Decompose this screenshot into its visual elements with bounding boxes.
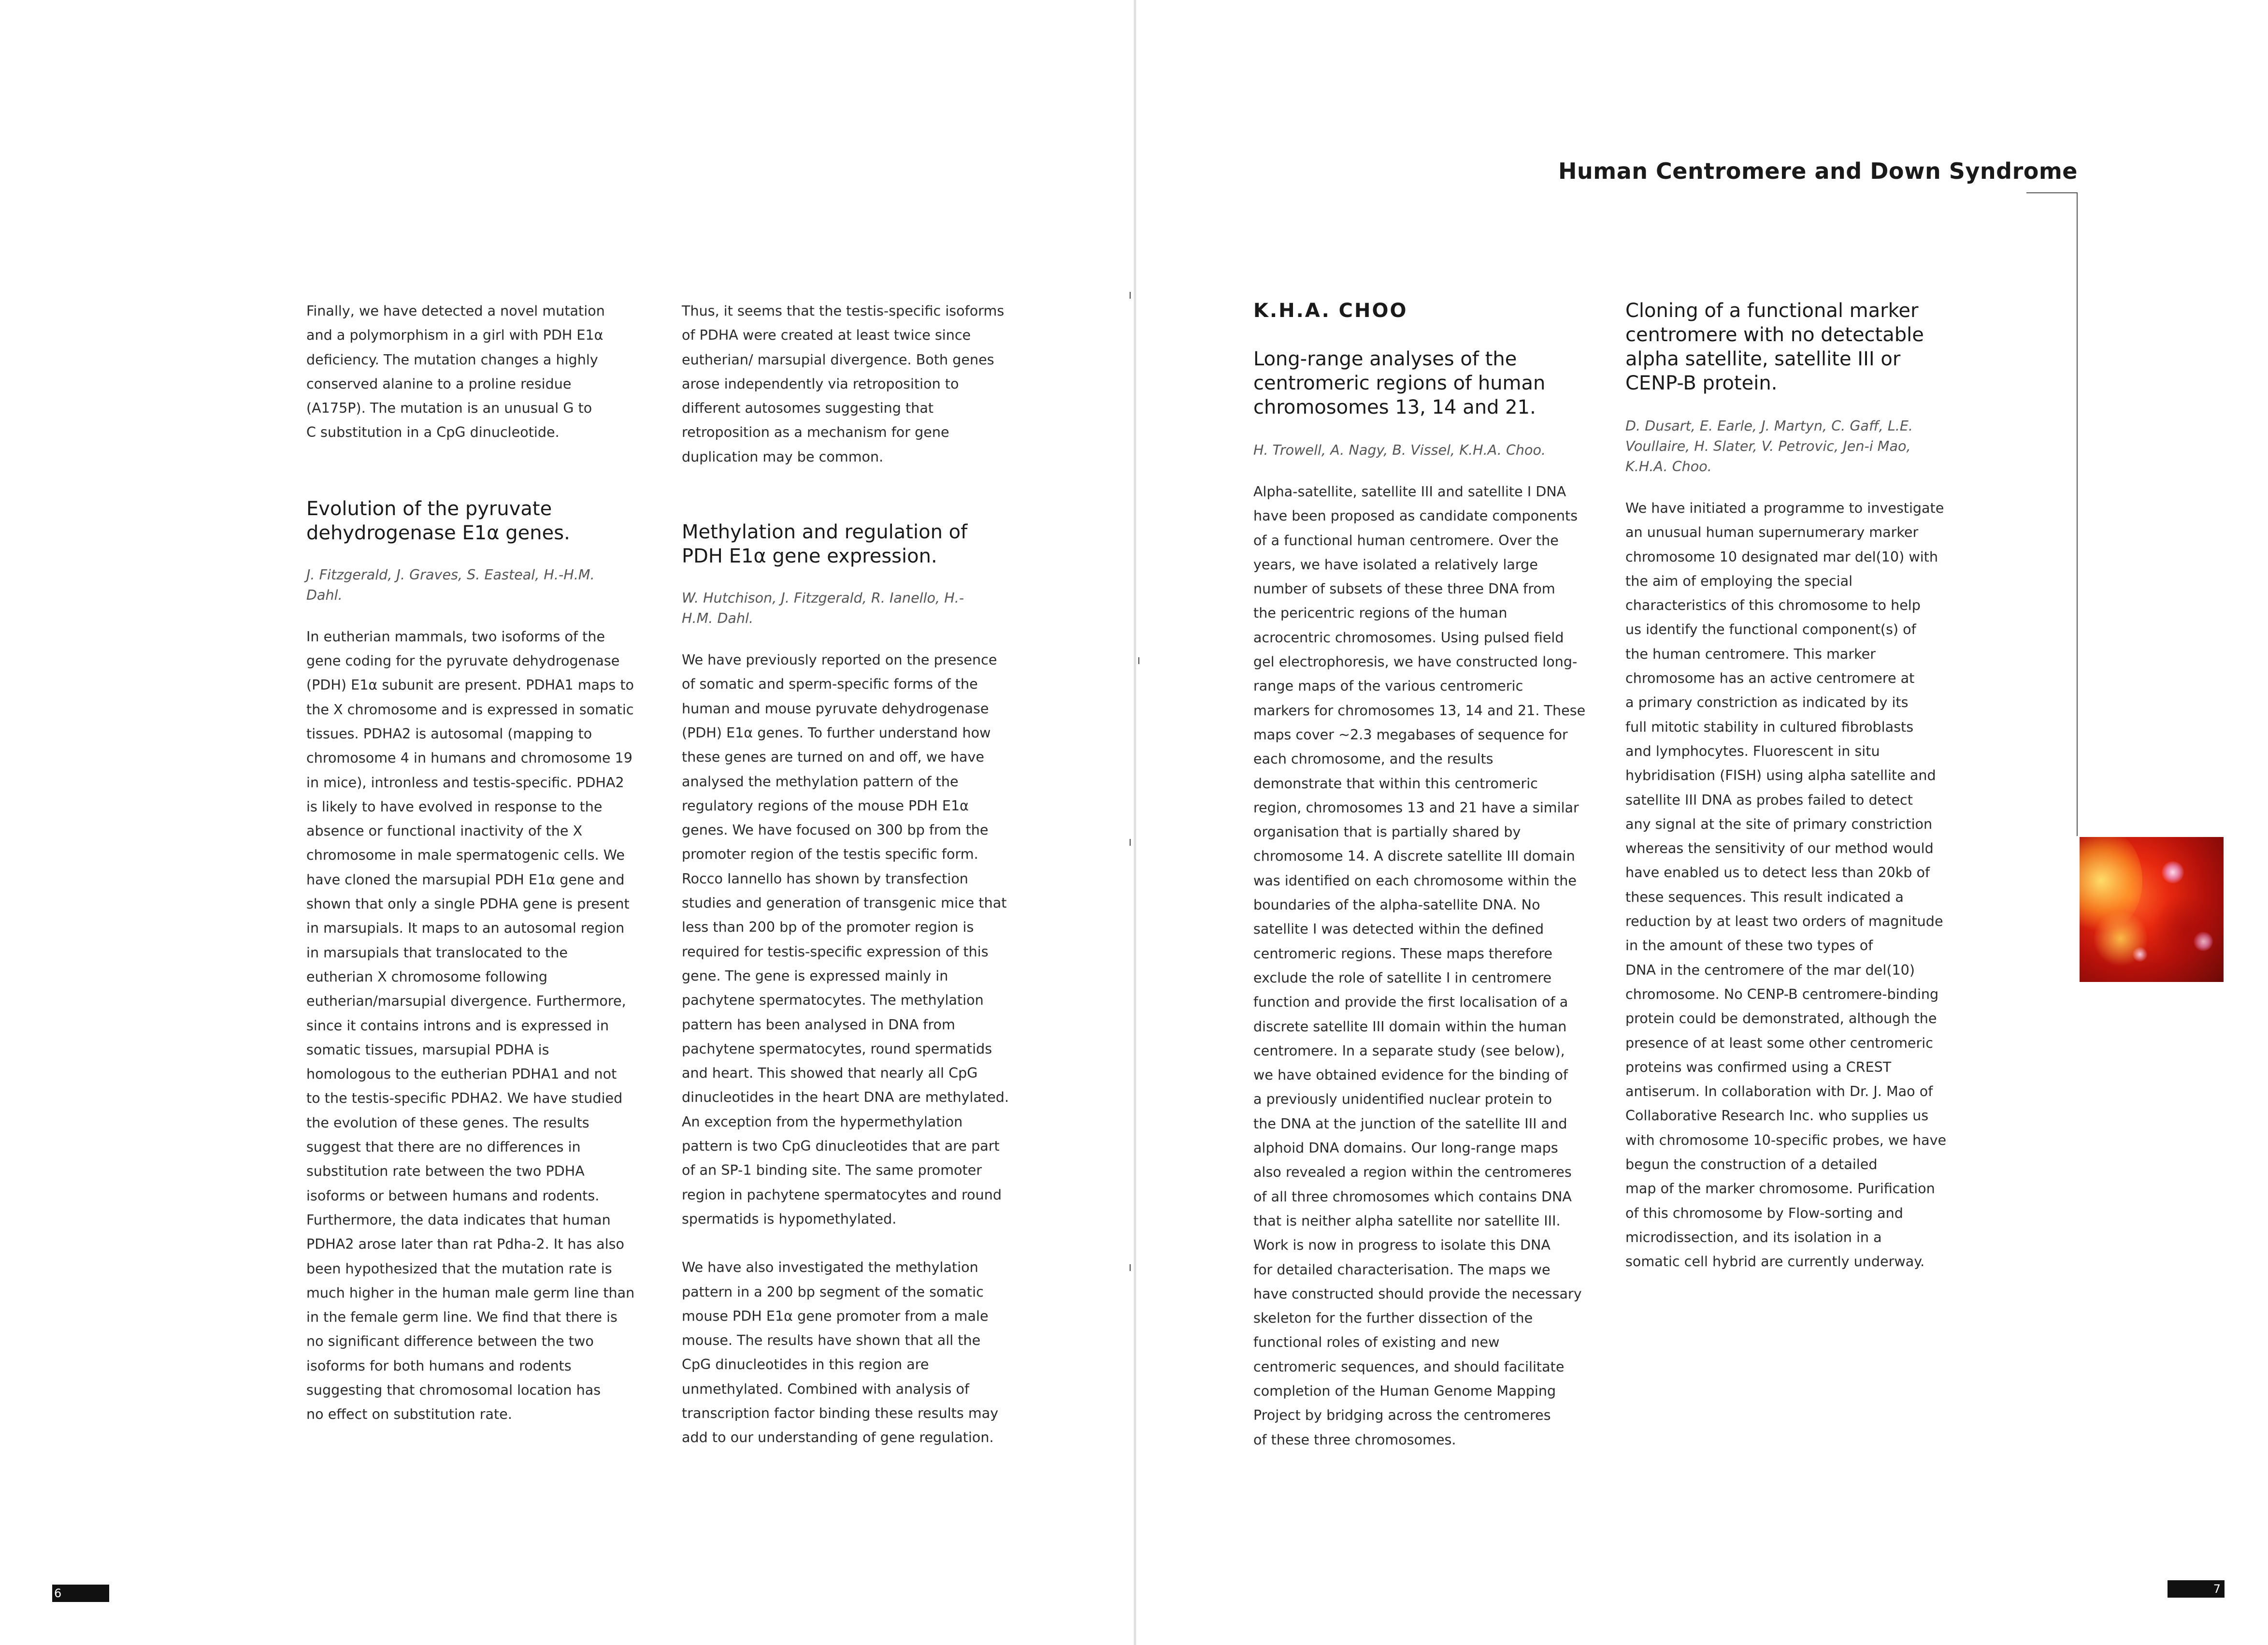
page-number-7: 7 [2168, 1580, 2225, 1598]
col1-article-heading: Evolution of the pyruvate dehydrogenase E1α genes. [306, 497, 570, 544]
fluorescence-micrograph-image [2080, 837, 2224, 982]
title-rule-vertical [2077, 192, 2078, 836]
col3-body-paragraph: Alpha-satellite, satellite III and satellite I DNA have been proposed as candidate components of a functional human centromere. Over the years, we have isolated a relatively large number of subsets of these three DNA from the pericentric regions of the human acrocentric chromosomes. Using pulsed field gel electrophoresis, we have constructed long- range maps of the various centromeric markers for chromosomes 13, 14 and 21. These maps cover ~2.3 megabases of sequence for each chromosome, and the results demonstrate that within this centromeric region, chromosomes 13 and 21 have a similar organisation that is partially shared by chromosome 14. A discrete satellite III domain was identified on each chromosome within the boundaries of the alpha-satellite DNA. No satellite I was detected within the defined centromeric regions. These maps therefore exclude the role of satellite I in centromere function and provide the first localisation of a discrete satellite III domain within the human centromere. In a separate study (see below), we have obtained evidence for the binding of a previously unidentified nuclear protein to the DNA at the junction of the satellite III and alphoid DNA domains. Our long-range maps also revealed a region within the centromeres of all three chromosomes which contains DNA that is neither alpha satellite nor satellite III. Work is now in progress to isolate this DNA for detailed characterisation. The maps we have constructed should provide the necessary skeleton for the further dissection of the functional roles of existing and new centromeric sequences, and should facilitate completion of the Human Genome Mapping Project by bridging across the centromeres of these three chromosomes. [1253, 483, 1586, 1448]
col1-intro-paragraph: Finally, we have detected a novel mutation and a polymorphism in a girl with PDH E1α deficiency. The mutation changes a highly conserved alanine to a proline residue (A175P). The mutation is an unusual G to C substitution in a CpG dinucleotide. [306, 303, 605, 441]
col2-authors: W. Hutchison, J. Fitzgerald, R. Ianello, H.- H.M. Dahl. [682, 590, 964, 627]
section-title: Human Centromere and Down Syndrome [1558, 158, 2078, 184]
group-leader-name: K.H.A. CHOO [1253, 300, 1408, 322]
col1-authors: J. Fitzgerald, J. Graves, S. Easteal, H.-H.M. Dahl. [306, 566, 595, 603]
col3-authors: H. Trowell, A. Nagy, B. Vissel, K.H.A. Choo. [1253, 442, 1546, 458]
col2-body-paragraph-1: We have previously reported on the presence of somatic and sperm-specific forms of the human and mouse pyruvate dehydrogenase (PDH) E1α genes. To further understand how these genes are turned on and off, we have analysed the methylation pattern of the regulatory regions of the mouse PDH E1α genes. We have focused on 300 bp from the promoter region of the testis specific form. Rocco Iannello has shown by transfection studies and generation of transgenic mice that less than 200 bp of the promoter region is required for testis-specific expression of this gene. The gene is expressed mainly in pachytene spermatocytes. The methylation pattern has been analysed in DNA from pachytene spermatocytes, round spermatids and heart. This showed that nearly all CpG dinucleotides in the heart DNA are methylated. An exception from the hypermethylation pattern is two CpG dinucleotides that are part of an SP-1 binding site. The same promoter region in pachytene spermatocytes and round spermatids is hypomethylated. [682, 651, 1009, 1227]
page7-column-2 [1625, 299, 1973, 1274]
col2-body-paragraph-2: We have also investigated the methylation pattern in a 200 bp segment of the somatic mouse PDH E1α gene promoter from a male mouse. The results have shown that all the CpG dinucleotides in this region are unmethylated. Combined with analysis of transcription factor binding these results may add to our understanding of gene regulation. [682, 1259, 999, 1446]
col4-authors: D. Dusart, E. Earle, J. Martyn, C. Gaff, L.E. Voullaire, H. Slater, V. Petrovic, Jen-i Mao, K.H.A. Choo. [1625, 418, 1913, 475]
col1-body-paragraph: In eutherian mammals, two isoforms of the gene coding for the pyruvate dehydrogenase (PDH) E1α subunit are present. PDHA1 maps to the X chromosome and is expressed in somatic tissues. PDHA2 is autosomal (mapping to chromosome 4 in humans and chromosome 19 in mice), intronless and testis-specific. PDHA2 is likely to have evolved in response to the absence or functional inactivity of the X chromosome in male spermatogenic cells. We have cloned the marsupial PDH E1α gene and shown that only a single PDHA gene is present in marsupials. It maps to an autosomal region in marsupials that translocated to the eutherian X chromosome following eutherian/marsupial divergence. Furthermore, since it contains introns and is expressed in somatic tissues, marsupial PDHA is homologous to the eutherian PDHA1 and not to the testis-specific PDHA2. We have studied the evolution of these genes. The results suggest that there are no differences in substitution rate between the two PDHA isoforms or between humans and rodents. Furthermore, the data indicates that human PDHA2 arose later than rat Pdha-2. It has also been hypothesized that the mutation rate is much higher in the human male germ line than in the female germ line. We find that there is no significant difference between the two isoforms for both humans and rodents suggesting that chromosomal location has no effect on substitution rate. [306, 628, 635, 1423]
page6-column-1 [306, 299, 654, 1427]
col2-intro-paragraph: Thus, it seems that the testis-specific isoforms of PDHA were created at least twice since eutherian/ marsupial divergence. Both genes arose independently via retroposition to different autosomes suggesting that retroposition as a mechanism for gene duplication may be common. [682, 303, 1005, 465]
title-rule-horizontal [2026, 192, 2078, 193]
crop-mark [1130, 1264, 1131, 1271]
page-number-6: 6 [52, 1585, 109, 1602]
crop-mark [1130, 292, 1131, 299]
page6-column-2 [682, 299, 1030, 1450]
col4-article-heading: Cloning of a functional marker centromere with no detectable alpha satellite, satellite III or CENP-B protein. [1625, 300, 1924, 394]
crop-mark [1138, 657, 1139, 664]
crop-mark [1130, 839, 1131, 846]
page-gutter [1134, 0, 1136, 1645]
col4-body-paragraph: We have initiated a programme to investigate an unusual human supernumerary marker chromosome 10 designated mar del(10) with the aim of employing the special characteristics of this chromosome to help us identify the functional component(s) of the human centromere. This marker chromosome has an active centromere at a primary constriction as indicated by its full mitotic stability in cultured fibroblasts and lymphocytes. Fluorescent in situ hybridisation (FISH) using alpha satellite and satellite III DNA as probes failed to detect any signal at the site of primary constriction whereas the sensitivity of our method would have enabled us to detect less than 20kb of these sequences. This result indicated a reduction by at least two orders of magnitude in the amount of these two types of DNA in the centromere of the mar del(10) chromosome. No CENP-B centromere-binding protein could be demonstrated, although the presence of at least some other centromeric proteins was confirmed using a CREST antiserum. In collaboration with Dr. J. Mao of Collaborative Research Inc. who supplies us with chromosome 10-specific probes, we have begun the construction of a detailed map of the marker chromosome. Purification of this chromosome by Flow-sorting and microdissection, and its isolation in a somatic cell hybrid are currently underway. [1625, 500, 1947, 1270]
col3-article-heading: Long-range analyses of the centromeric regions of human chromosomes 13, 14 and 21. [1253, 348, 1546, 418]
col2-article-heading: Methylation and regulation of PDH E1α gene expression. [682, 521, 968, 568]
page7-column-1 [1253, 299, 1601, 1452]
